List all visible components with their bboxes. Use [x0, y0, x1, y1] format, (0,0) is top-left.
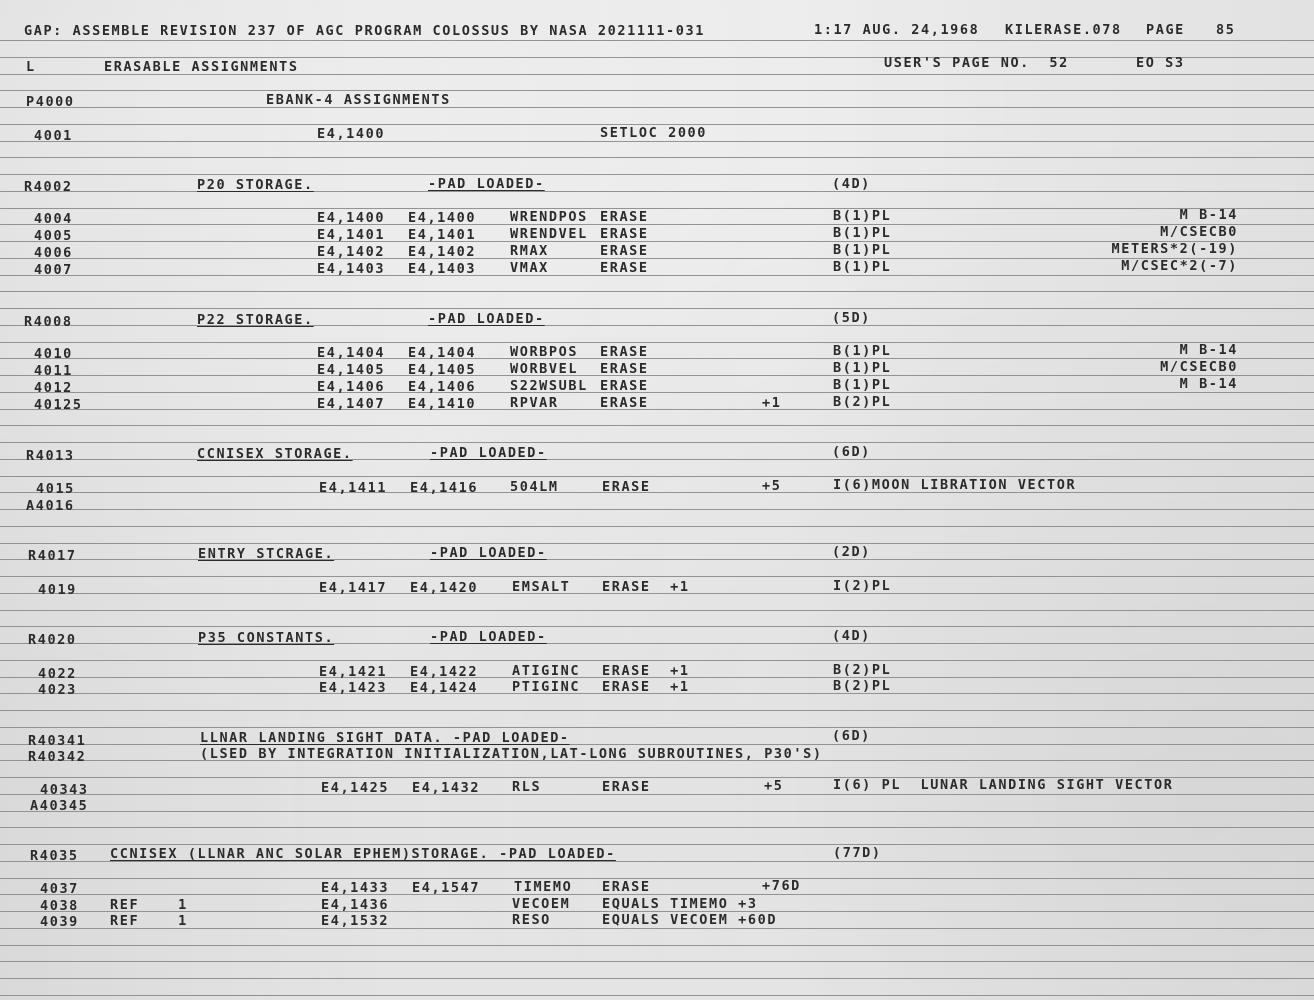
line-number: 4015: [36, 481, 75, 497]
scaling-mode: B(1)PL: [833, 225, 892, 241]
ruled-line: [0, 57, 1314, 58]
listing-code: L: [26, 59, 36, 75]
opcode: ERASE: [600, 226, 649, 242]
address: E4,1407: [317, 396, 386, 412]
line-number: A4016: [26, 498, 75, 514]
address: E4,1420: [410, 580, 479, 596]
line-number: A40345: [30, 798, 89, 814]
line-number: 4001: [34, 128, 73, 144]
line-number: 4019: [38, 582, 77, 598]
opcode: ERASE: [600, 209, 649, 225]
opcode: ERASE: [600, 260, 649, 276]
units: M B-14: [1179, 342, 1238, 358]
ruled-line: [0, 744, 1314, 745]
opcode: ERASE: [602, 479, 651, 495]
opcode: EQUALS TIMEMO +3: [602, 896, 758, 912]
symbol: ATIGINC: [512, 663, 581, 679]
opcode: ERASE: [600, 378, 649, 394]
line-number: R4013: [26, 448, 75, 464]
units: M B-14: [1179, 207, 1238, 223]
address: E4,1400: [408, 210, 477, 226]
address: E4,1425: [321, 780, 390, 796]
ruled-line: [0, 409, 1314, 410]
line-number: 4038: [40, 898, 79, 914]
opcode: ERASE +1: [602, 663, 690, 679]
storage-label: P20 STORAGE.: [197, 177, 314, 193]
increment: +1: [762, 395, 782, 411]
address: E4,1432: [412, 780, 481, 796]
ruled-line: [0, 978, 1314, 979]
ruled-line: [0, 543, 1314, 544]
ruled-line: [0, 710, 1314, 711]
ruled-line: [0, 945, 1314, 946]
ruled-line: [0, 626, 1314, 627]
opcode: ERASE: [600, 361, 649, 377]
scaling-mode: B(1)PL: [833, 377, 892, 393]
ruled-line: [0, 794, 1314, 795]
ruled-line: [0, 258, 1314, 259]
ruled-line: [0, 375, 1314, 376]
address: E4,1403: [408, 261, 477, 277]
header-page-number: 85: [1216, 22, 1236, 38]
word-count: (77D): [833, 845, 882, 861]
storage-label: LLNAR LANDING SIGHT DATA. -PAD LOADED-: [200, 730, 570, 746]
line-number: 40125: [34, 397, 83, 413]
ruled-line: [0, 811, 1314, 812]
units: METERS*2(-19): [1111, 241, 1238, 257]
scaling-mode: B(2)PL: [833, 678, 892, 694]
address: E4,1400: [317, 210, 386, 226]
pad-loaded-label: -PAD LOADED-: [428, 176, 545, 192]
increment: +76D: [762, 878, 801, 894]
units: M B-14: [1179, 376, 1238, 392]
line-number: R4035: [30, 848, 79, 864]
line-number: R40341: [28, 733, 87, 749]
scaling-mode: B(1)PL: [833, 360, 892, 376]
symbol: RESO: [512, 912, 551, 928]
ruled-line: [0, 492, 1314, 493]
address: E4,1406: [317, 379, 386, 395]
symbol: VMAX: [510, 260, 549, 276]
header-title: GAP: ASSEMBLE REVISION 237 OF AGC PROGRAM COLOSSUS BY NASA 2021111-031: [24, 23, 705, 39]
symbol: WRENDVEL: [510, 226, 588, 242]
ref-count: REF 1: [110, 897, 188, 913]
symbol: WRENDPOS: [510, 209, 588, 225]
pad-loaded-label: -PAD LOADED-: [428, 311, 545, 327]
ruled-line: [0, 894, 1314, 895]
ruled-line: [0, 208, 1314, 209]
storage-label: CCNISEX STORAGE.: [197, 446, 353, 462]
header-page-label: PAGE: [1146, 22, 1185, 38]
line-number: 4023: [38, 682, 77, 698]
line-number: 40343: [40, 782, 89, 798]
storage-label: P35 CONSTANTS.: [198, 630, 335, 646]
ruled-line: [0, 660, 1314, 661]
line-number: 4005: [34, 228, 73, 244]
increment: +5: [764, 778, 784, 794]
symbol: S22WSUBL: [510, 378, 588, 394]
ruled-line: [0, 224, 1314, 225]
symbol: RLS: [512, 779, 542, 795]
address: E4,1423: [319, 680, 388, 696]
user-page-number: USER'S PAGE NO. 52: [884, 55, 1069, 71]
symbol: PTIGINC: [512, 679, 581, 695]
line-number: R4008: [24, 314, 73, 330]
ruled-line: [0, 442, 1314, 443]
scaling-mode: B(2)PL: [833, 662, 892, 678]
section-title: ERASABLE ASSIGNMENTS: [104, 59, 299, 75]
symbol: TIMEMO: [514, 879, 573, 895]
address: E4,1436: [321, 897, 390, 913]
ruled-line: [0, 576, 1314, 577]
scaling-mode: B(1)PL: [833, 208, 892, 224]
symbol: 504LM: [510, 479, 559, 495]
line-number: 4039: [40, 914, 79, 930]
word-count: (6D): [832, 728, 871, 744]
header-file: KILERASE.078: [1005, 22, 1122, 38]
ref-count: REF 1: [110, 913, 188, 929]
address: E4,1411: [319, 480, 388, 496]
scaling-mode: I(6)MOON LIBRATION VECTOR: [833, 477, 1077, 493]
scaling-mode: I(2)PL: [833, 578, 892, 594]
opcode: ERASE: [600, 243, 649, 259]
ruled-line: [0, 610, 1314, 611]
address: E4,1422: [410, 664, 479, 680]
pad-loaded-label: -PAD LOADED-: [430, 545, 547, 561]
line-number: 4037: [40, 881, 79, 897]
ruled-line: [0, 358, 1314, 359]
ruled-line: [0, 392, 1314, 393]
address: E4,1421: [319, 664, 388, 680]
word-count: (4D): [832, 176, 871, 192]
opcode: ERASE: [600, 395, 649, 411]
comment: (LSED BY INTEGRATION INITIALIZATION,LAT-LONG SUBROUTINES, P30'S): [200, 746, 823, 762]
address: E4,1402: [317, 244, 386, 260]
ruled-line: [0, 961, 1314, 962]
line-number: P4000: [26, 94, 75, 110]
ruled-line: [0, 157, 1314, 158]
line-number: 4022: [38, 666, 77, 682]
address: E4,1405: [408, 362, 477, 378]
opcode: ERASE +1: [602, 679, 690, 695]
address: E4,1405: [317, 362, 386, 378]
symbol: VECOEM: [512, 896, 571, 912]
scaling-mode: B(2)PL: [833, 394, 892, 410]
word-count: (5D): [832, 310, 871, 326]
address: E4,1547: [412, 880, 481, 896]
address: E4,1433: [321, 880, 390, 896]
ruled-line: [0, 526, 1314, 527]
symbol: RMAX: [510, 243, 549, 259]
ruled-line: [0, 995, 1314, 996]
scaling-mode: B(1)PL: [833, 242, 892, 258]
address: E4,1416: [410, 480, 479, 496]
ruled-line: [0, 509, 1314, 510]
address: E4,1424: [410, 680, 479, 696]
scaling-mode: B(1)PL: [833, 259, 892, 275]
line-number: R40342: [28, 749, 87, 765]
increment: +5: [762, 478, 782, 494]
eo-code: EO S3: [1136, 55, 1185, 71]
line-number: 4012: [34, 380, 73, 396]
units: M/CSECB0: [1160, 359, 1238, 375]
scaling-mode: B(1)PL: [833, 343, 892, 359]
opcode: ERASE: [602, 779, 651, 795]
instruction: SETLOC 2000: [600, 125, 708, 141]
ruled-line: [0, 141, 1314, 142]
ruled-line: [0, 174, 1314, 175]
word-count: (2D): [832, 544, 871, 560]
block-title: EBANK-4 ASSIGNMENTS: [266, 92, 451, 108]
symbol: WORBPOS: [510, 344, 579, 360]
line-number: 4006: [34, 245, 73, 261]
ruled-line: [0, 928, 1314, 929]
line-number: 4007: [34, 262, 73, 278]
line-number: 4011: [34, 363, 73, 379]
symbol: RPVAR: [510, 395, 559, 411]
header-timestamp: 1:17 AUG. 24,1968: [814, 22, 980, 38]
units: M/CSECB0: [1160, 224, 1238, 240]
ruled-line: [0, 275, 1314, 276]
storage-label: CCNISEX (LLNAR ANC SOLAR EPHEM)STORAGE. -PAD LOADED-: [110, 846, 616, 862]
ruled-line: [0, 827, 1314, 828]
line-number: R4002: [24, 179, 73, 195]
scaling-mode: I(6) PL LUNAR LANDING SIGHT VECTOR: [833, 777, 1174, 793]
ruled-line: [0, 40, 1314, 41]
line-number: 4004: [34, 211, 73, 227]
storage-label: P22 STORAGE.: [197, 312, 314, 328]
address: E4,1417: [319, 580, 388, 596]
ruled-line: [0, 342, 1314, 343]
symbol: EMSALT: [512, 579, 571, 595]
ruled-line: [0, 425, 1314, 426]
ruled-line: [0, 727, 1314, 728]
address: E4,1402: [408, 244, 477, 260]
line-number: 4010: [34, 346, 73, 362]
units: M/CSEC*2(-7): [1121, 258, 1238, 274]
opcode: ERASE: [602, 879, 651, 895]
address: E4,1403: [317, 261, 386, 277]
pad-loaded-label: -PAD LOADED-: [430, 445, 547, 461]
ruled-line: [0, 476, 1314, 477]
line-number: R4020: [28, 632, 77, 648]
symbol: WORBVEL: [510, 361, 579, 377]
opcode: ERASE: [600, 344, 649, 360]
line-number: R4017: [28, 548, 77, 564]
address: E4,1532: [321, 913, 390, 929]
opcode: EQUALS VECOEM +60D: [602, 912, 778, 928]
pad-loaded-label: -PAD LOADED-: [430, 629, 547, 645]
ruled-line: [0, 107, 1314, 108]
address: E4,1400: [317, 126, 386, 142]
address: E4,1401: [408, 227, 477, 243]
word-count: (4D): [832, 628, 871, 644]
address: E4,1410: [408, 396, 477, 412]
ruled-line: [0, 878, 1314, 879]
ruled-line: [0, 291, 1314, 292]
ruled-line: [0, 308, 1314, 309]
address: E4,1401: [317, 227, 386, 243]
opcode: ERASE +1: [602, 579, 690, 595]
word-count: (6D): [832, 444, 871, 460]
address: E4,1406: [408, 379, 477, 395]
ruled-line: [0, 844, 1314, 845]
storage-label: ENTRY STCRAGE.: [198, 546, 335, 562]
address: E4,1404: [408, 345, 477, 361]
address: E4,1404: [317, 345, 386, 361]
ruled-line: [0, 90, 1314, 91]
